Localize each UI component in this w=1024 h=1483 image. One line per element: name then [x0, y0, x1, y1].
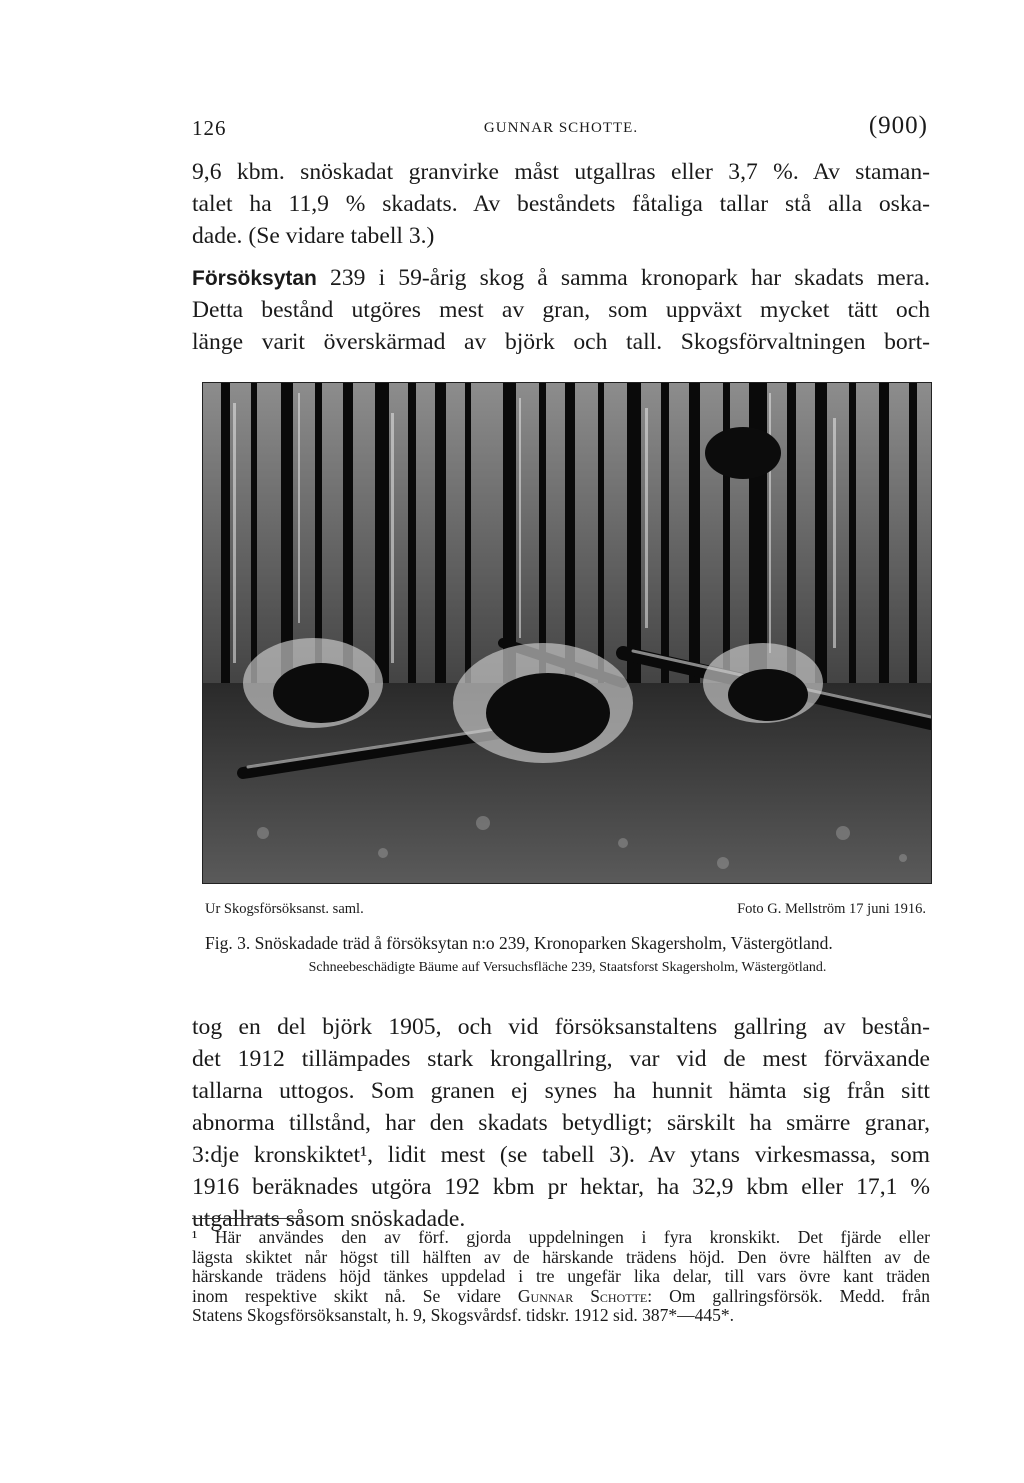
text-line: tallarna uttogos. Som granen ej synes ha hunnit hämta sig från sitt: [192, 1078, 930, 1104]
original-page-number: (900): [868, 112, 928, 139]
footnote: [192, 1228, 930, 1326]
text-line: talet ha 11,9 % skadats. Av beståndets fåtaliga tallar stå alla oska-: [192, 191, 930, 217]
text-line: det 1912 tillämpades stark krongallring, var vid de mest förväxande: [192, 1046, 930, 1072]
paragraph-snow-damage-summary: [192, 156, 930, 252]
text-line: länge varit överskärmad av björk och tall. Skogsförvaltningen bort-: [192, 329, 930, 355]
footnote-line: Statens Skogsförsöksanstalt, h. 9, Skogsvårdsf. tidskr. 1912 sid. 387*—445*.: [192, 1305, 735, 1326]
running-title: GUNNAR SCHOTTE.: [483, 120, 639, 136]
text-line: 1916 beräknades utgöra 192 kbm pr hektar, ha 32,9 kbm eller 17,1 %: [192, 1174, 930, 1200]
paragraph-thinning-history: [192, 1011, 930, 1235]
page-header: [192, 112, 930, 146]
figure-caption: Fig. 3. Snöskadade träd å försöksytan n:o 239, Kronoparken Skagersholm, Västergötland.: [205, 933, 833, 953]
text-run: 239 i 59-årig skog å samma kronopark har skadats mera.: [316, 265, 930, 291]
text-line: utgallrats såsom snöskadade.: [192, 1206, 466, 1232]
figure-caption-german: Schneebeschädigte Bäume auf Versuchsfläche 239, Staatsforst Skagersholm, Wästergötland.: [308, 960, 827, 975]
run-in-heading: Försöksytan: [192, 267, 317, 290]
paragraph-trial-plot-239: [192, 262, 930, 358]
footnote-line: lägsta skiktet når högst till hälften av de härskande trädens höjd. Den övre hälften av de: [192, 1246, 930, 1267]
text-line: 9,6 kbm. snöskadat granvirke måst utgallras eller 3,7 %. Av staman-: [192, 159, 930, 185]
text-line: [192, 262, 930, 294]
footnote-separator: [192, 1218, 302, 1219]
photographer-credit: Foto G. Mellström 17 juni 1916.: [737, 901, 926, 917]
text-line: dade. (Se vidare tabell 3.): [192, 223, 435, 249]
text-line: Detta bestånd utgöres mest av gran, som uppväxt mycket tätt och: [192, 297, 930, 323]
cited-author: Gunnar Schotte: [517, 1285, 648, 1306]
text-line: abnorma tillstånd, har den skadats betydligt; särskilt ha smärre granar,: [192, 1110, 930, 1136]
forest-photo-icon: [202, 382, 932, 884]
footnote-line: ¹ Här användes den av förf. gjorda uppdelningen i fyra kronskikt. Det fjärde eller: [192, 1227, 930, 1247]
text-line: tog en del björk 1905, och vid försöksanstaltens gallring av bestån-: [192, 1014, 930, 1040]
text-run: : Om gallringsförsök. Medd. från: [647, 1285, 930, 1306]
footnote-line: härskande trädens höjd tänkes uppdelad i tre ungefär lika delar, till vars övre kant träden: [192, 1266, 930, 1287]
text-line: 3:dje kronskiktet¹, lidit mest (se tabell 3). Av ytans virkesmassa, som: [192, 1142, 930, 1168]
page-number: 126: [192, 116, 227, 140]
footnote-line: [192, 1287, 930, 1307]
text-run: inom respektive skikt nå. Se vidare: [192, 1285, 518, 1306]
photo-source-credit: Ur Skogsförsöksanst. saml.: [205, 901, 364, 917]
